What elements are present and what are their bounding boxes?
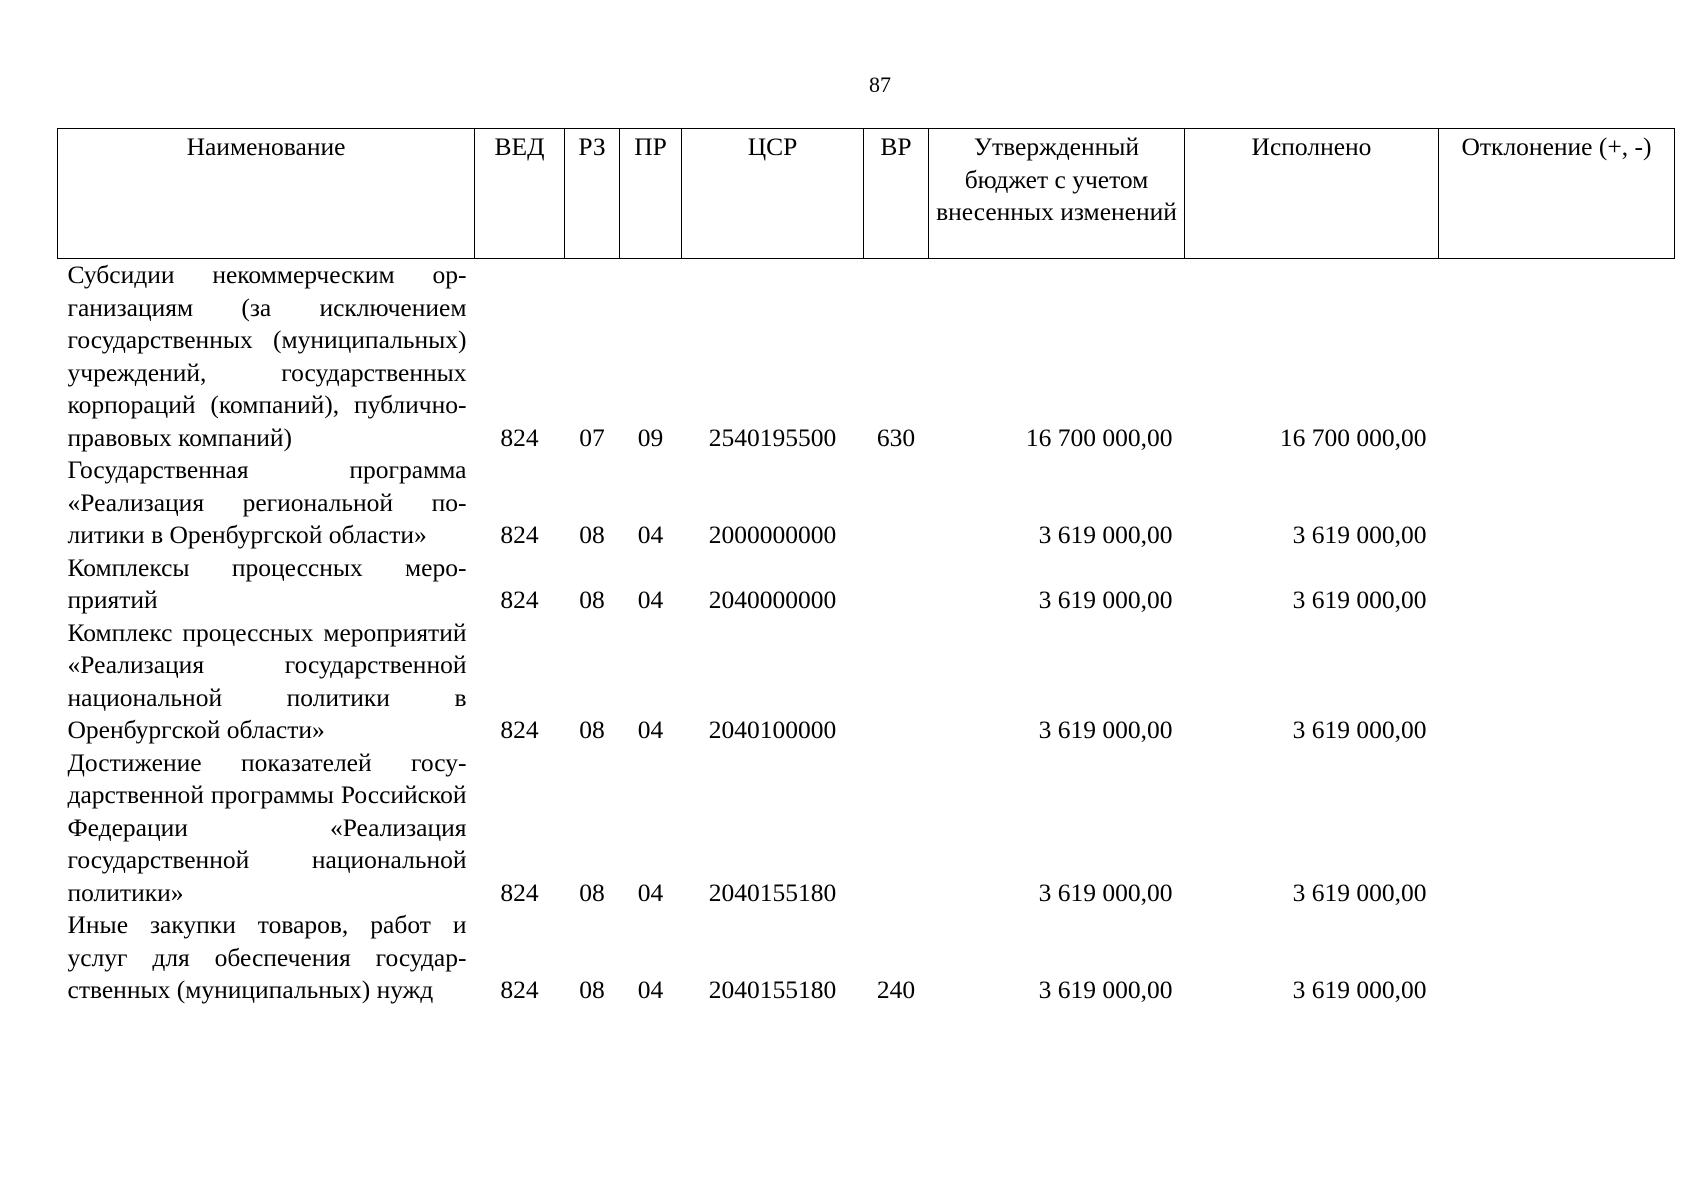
header-ved: ВЕД [475,129,565,259]
row-pr: 04 [637,975,664,1004]
row-deviation [1439,909,1675,1007]
row-executed: 3 619 000,00 [1292,585,1427,614]
row-csr: 2040000000 [708,585,837,614]
row-deviation [1439,552,1675,617]
row-deviation [1439,259,1675,455]
row-vr [864,552,929,617]
row-executed: 3 619 000,00 [1292,877,1427,907]
header-rz: РЗ [565,129,620,259]
row-vr: 240 [876,975,916,1004]
row-name: Субсидии некоммерческим организациям (за исключением государственных (муниципальных) учреждений, государственных корпораций (компаний), публично-правовых компаний) [67,260,467,452]
table-row [58,909,1675,1007]
row-pr: 09 [637,422,664,452]
row-ved: 824 [500,877,539,907]
row-name: Комплекс процессных мероприятий «Реализация государственной национальной политики в Оренбургской области» [67,617,467,744]
row-executed: 3 619 000,00 [1292,975,1427,1004]
row-executed: 3 619 000,00 [1292,715,1427,744]
row-pr: 04 [637,585,664,614]
table-row [58,552,1675,617]
row-csr: 2540195500 [708,422,837,452]
row-vr: 630 [876,422,916,452]
row-executed: 16 700 000,00 [1279,422,1427,452]
row-rz: 07 [579,422,605,452]
header-name: Наименование [58,129,475,259]
row-ved: 824 [500,422,539,452]
header-executed: Исполнено [1185,129,1439,259]
header-csr: ЦСР [682,129,864,259]
row-vr [864,617,929,747]
row-pr: 04 [637,520,664,549]
row-name: Достижение показателей государственной программы Российской Федерации «Реализация государственной национальной политики» [67,747,467,907]
row-name: Иные закупки товаров, работ и услуг для обеспечения государственных (муниципальных) нужд [67,910,467,1004]
row-pr: 04 [637,715,664,744]
row-vr [864,747,929,910]
table-row [58,454,1675,552]
page-number: 87 [869,72,891,97]
row-pr: 04 [637,877,664,907]
row-rz: 08 [579,975,605,1004]
header-deviation: Отклонение (+, -) [1439,129,1675,259]
table-header [58,129,1675,259]
row-ved: 824 [500,585,539,614]
row-csr: 2040100000 [708,715,837,744]
table-row [58,259,1675,455]
row-deviation [1439,747,1675,910]
row-deviation [1439,617,1675,747]
row-ved: 824 [500,975,539,1004]
budget-table [57,128,1675,1007]
row-name: Комплексы процессных мероприятий [67,552,467,614]
row-csr: 2040155180 [708,877,837,907]
row-approved: 3 619 000,00 [1038,520,1173,549]
table-row [58,617,1675,747]
row-rz: 08 [579,520,605,549]
row-approved: 3 619 000,00 [1038,877,1173,907]
table-row [58,747,1675,910]
row-rz: 08 [579,585,605,614]
row-csr: 2000000000 [708,520,837,549]
row-vr [864,454,929,552]
header-pr: ПР [620,129,682,259]
row-rz: 08 [579,877,605,907]
row-executed: 3 619 000,00 [1292,520,1427,549]
row-approved: 3 619 000,00 [1038,975,1173,1004]
row-deviation [1439,454,1675,552]
row-approved: 16 700 000,00 [1025,422,1173,452]
row-rz: 08 [579,715,605,744]
row-csr: 2040155180 [708,975,837,1004]
row-ved: 824 [500,520,539,549]
row-ved: 824 [500,715,539,744]
row-approved: 3 619 000,00 [1038,715,1173,744]
row-name: Государственная программа «Реализация региональной политики в Оренбургской области» [67,455,467,549]
header-vr: ВР [864,129,929,259]
row-approved: 3 619 000,00 [1038,585,1173,614]
header-approved: Утвержденный бюджет с учетом внесенных изменений [929,129,1185,259]
table-body [58,259,1675,1007]
